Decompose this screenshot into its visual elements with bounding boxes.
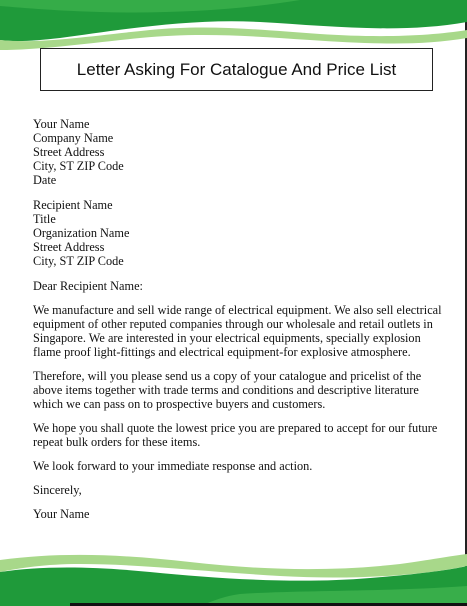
- closing: Sincerely,: [33, 483, 82, 497]
- recipient-organization: Organization Name: [33, 226, 130, 240]
- recipient-name: Recipient Name: [33, 198, 113, 212]
- paragraph-1: We manufacture and sell wide range of electrical equipment. We also sell electrical equipment of other reputed companies through our wholesale and retail outlets in Singapore. We are interested in your electrical equipments, specially explosion flame proof light-fittings and electrical equipment-for explosive atmosphere.: [33, 303, 442, 359]
- recipient-block: [33, 198, 443, 268]
- letter-body: [33, 117, 443, 531]
- sender-city: City, ST ZIP Code: [33, 159, 124, 173]
- signature: Your Name: [33, 507, 90, 521]
- sender-name: Your Name: [33, 117, 90, 131]
- title-box: [40, 48, 433, 91]
- recipient-street: Street Address: [33, 240, 105, 254]
- salutation: Dear Recipient Name:: [33, 279, 143, 293]
- paragraph-2: Therefore, will you please send us a copy of your catalogue and pricelist of the above items together with trade terms and conditions and descriptive literature which we can pass on to prospective buyers and customers.: [33, 369, 422, 411]
- paragraph-4: We look forward to your immediate response and action.: [33, 459, 313, 473]
- sender-block: [33, 117, 443, 187]
- recipient-title: Title: [33, 212, 56, 226]
- sender-street: Street Address: [33, 145, 105, 159]
- sender-company: Company Name: [33, 131, 114, 145]
- recipient-city: City, ST ZIP Code: [33, 254, 124, 268]
- letter-title: Letter Asking For Catalogue And Price List: [76, 59, 397, 79]
- bottom-green-wave: [0, 546, 467, 606]
- sender-date: Date: [33, 173, 57, 187]
- paragraph-3: We hope you shall quote the lowest price you are prepared to accept for our future repeat bulk orders for these items.: [33, 421, 438, 449]
